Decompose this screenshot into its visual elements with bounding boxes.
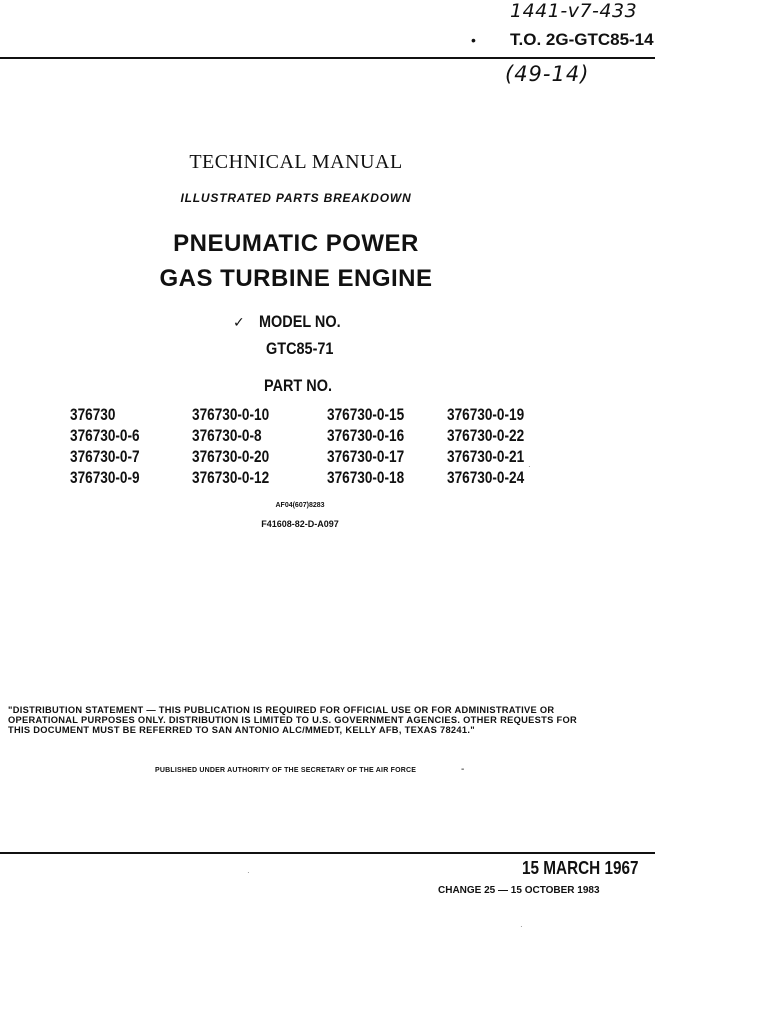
main-title-line-1: PNEUMATIC POWER [173, 230, 419, 257]
stray-mark: - [461, 764, 465, 775]
part-number: 376730-0-7 [70, 447, 140, 466]
to-number: T.O. 2G-GTC85-14 [510, 30, 654, 49]
stray-mark: • [471, 32, 476, 48]
part-number: 376730-0-15 [327, 405, 405, 424]
model-number: GTC85-71 [266, 339, 334, 358]
part-number: 376730-0-8 [192, 426, 262, 445]
part-number: 376730-0-10 [192, 405, 270, 424]
part-number: 376730-0-24 [447, 468, 525, 487]
contract-number: F41608-82-D-A097 [261, 519, 339, 529]
handwritten-document-number: 1441-v7-433 [510, 0, 638, 22]
part-number: 376730-0-16 [327, 426, 405, 445]
part-number: 376730-0-17 [327, 447, 405, 466]
scan-speck: · [528, 462, 531, 471]
check-mark-icon: ✓ [233, 315, 245, 331]
part-number-label: PART NO. [264, 376, 332, 395]
distribution-statement: "DISTRIBUTION STATEMENT — THIS PUBLICATION IS REQUIRED FOR OFFICIAL USE OR FOR ADMINISTRATIVE OR OPERATIONAL PURPOSES ONLY. DISTRIBUTION IS LIMITED TO U.S. GOVERNMENT AGENCIES. OTHER REQUESTS FOR THIS DOCUMENT MUST BE REFERRED TO SAN ANTONIO ALC/MMEDT, KELLY AFB, TEXAS 78241." [8, 705, 578, 735]
part-number: 376730-0-9 [70, 468, 140, 487]
manual-subtitle: ILLUSTRATED PARTS BREAKDOWN [180, 191, 412, 205]
contract-code: AF04(607)8283 [275, 502, 325, 509]
part-number: 376730-0-21 [447, 447, 525, 466]
authority-statement: PUBLISHED UNDER AUTHORITY OF THE SECRETARY OF THE AIR FORCE [155, 767, 417, 774]
scan-speck: · [247, 868, 250, 877]
part-number-column [447, 404, 543, 488]
part-number: 376730-0-18 [327, 468, 405, 487]
part-number: 376730-0-20 [192, 447, 270, 466]
scan-speck: · [520, 922, 523, 931]
publication-date: 15 MARCH 1967 [522, 858, 639, 878]
part-number-column [327, 404, 423, 488]
main-title-line-2: GAS TURBINE ENGINE [159, 265, 433, 292]
top-rule [0, 57, 655, 59]
part-number: 376730-0-12 [192, 468, 270, 487]
handwritten-volume-number: (49-14) [505, 62, 590, 86]
part-number-column [192, 404, 288, 488]
part-number: 376730 [70, 405, 116, 424]
manual-type-heading: TECHNICAL MANUAL [189, 151, 403, 173]
model-label: MODEL NO. [259, 312, 341, 331]
bottom-rule [0, 852, 655, 854]
change-notice: CHANGE 25 — 15 OCTOBER 1983 [438, 885, 600, 896]
part-number-column [70, 404, 157, 488]
part-number: 376730-0-6 [70, 426, 140, 445]
part-number: 376730-0-22 [447, 426, 525, 445]
part-number: 376730-0-19 [447, 405, 525, 424]
